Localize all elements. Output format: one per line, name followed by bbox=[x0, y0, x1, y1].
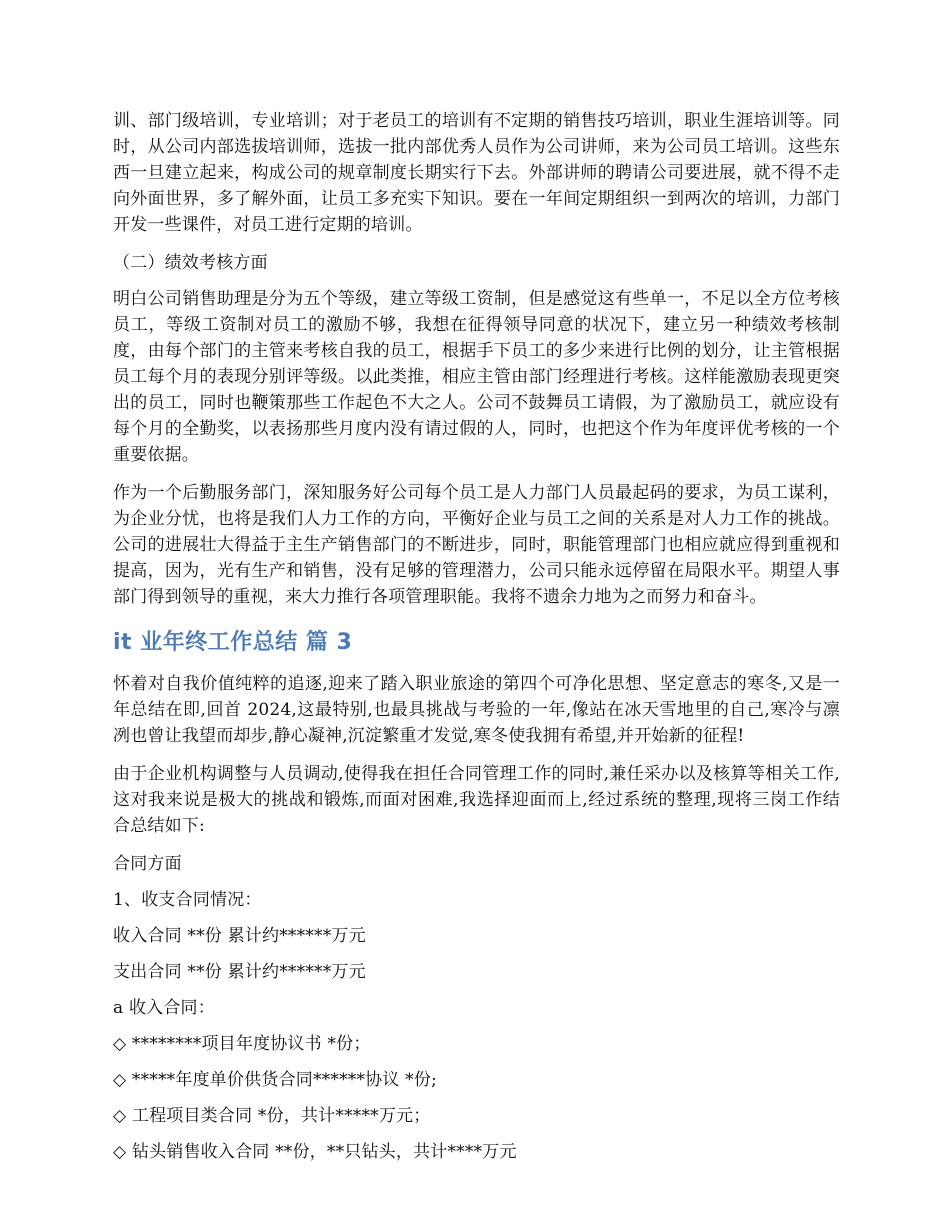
contract-item: ◇ 工程项目类合同 *份，共计*****万元； bbox=[113, 1106, 431, 1126]
income-contract-total: 收入合同 **份 累计约******万元 bbox=[113, 926, 366, 946]
contract-item: ◇ *****年度单价供货合同******协议 *份; bbox=[113, 1070, 438, 1090]
section-title-performance: （二）绩效考核方面 bbox=[113, 253, 268, 273]
section-heading: it 业年终工作总结 篇 3 bbox=[113, 630, 353, 655]
contract-section-title: 合同方面 bbox=[113, 854, 182, 874]
paragraph-summary: 由于企业机构调整与人员调动,使得我在担任合同管理工作的同时,兼任采办以及核算等相关工作,这对我来说是极大的挑战和锻炼,而面对困难,我选择迎面而上,经过系统的整理,现将三岗工作结合总结如下: bbox=[113, 764, 840, 836]
contract-status-title: 1、收支合同情况： bbox=[113, 890, 262, 910]
expense-contract-total: 支出合同 **份 累计约******万元 bbox=[113, 962, 366, 982]
paragraph-training: 训、部门级培训，专业培训；对于老员工的培训有不定期的销售技巧培训，职业生涯培训等。同时，从公司内部选拔培训师，选拔一批内部优秀人员作为公司讲师，来为公司员工培训。这些东西一旦建立起来，构成公司的规章制度长期实行下去。外部讲师的聘请公司要进展，就不得不走向外面世界，多了解外面，让员工多充实下知识。要在一年间定期组织一到两次的培训，力部门开发一些课件，对员工进行定期的培训。 bbox=[113, 111, 840, 235]
paragraph-intro: 怀着对自我价值纯粹的追逐,迎来了踏入职业旅途的第四个可净化思想、坚定意志的寒冬,又是一年总结在即,回首 2024,这最特别,也最具挑战与考验的一年,像站在冰天雪地里的自己,寒冷与凛冽也曾让我望而却步,静心凝神,沉淀繁重才发觉,寒冬使我拥有希望,并开始新的征程! bbox=[113, 674, 840, 746]
contract-item: ◇ ********项目年度协议书 *份； bbox=[113, 1034, 371, 1054]
document-page bbox=[113, 108, 840, 1175]
contract-item: ◇ 钻头销售收入合同 **份，**只钻头，共计****万元 bbox=[113, 1142, 517, 1162]
income-contract-label: a 收入合同： bbox=[113, 998, 215, 1018]
paragraph-service: 作为一个后勤服务部门，深知服务好公司每个员工是人力部门人员最起码的要求，为员工谋利，为企业分忧，也将是我们人力工作的方向，平衡好企业与员工之间的关系是对人力工作的挑战。公司的进展壮大得益于主生产销售部门的不断进步，同时，职能管理部门也相应就应得到重视和提高，因为，光有生产和销售，没有足够的管理潜力，公司只能永远停留在局限水平。期望人事部门得到领导的重视，来大力推行各项管理职能。我将不遗余力地为之而努力和奋斗。 bbox=[113, 483, 840, 607]
paragraph-performance: 明白公司销售助理是分为五个等级，建立等级工资制，但是感觉这有些单一，不足以全方位考核员工，等级工资制对员工的激励不够，我想在征得领导同意的状况下，建立另一种绩效考核制度，由每个部门的主管来考核自我的员工，根据手下员工的多少来进行比例的划分，让主管根据员工每个月的表现分别评等级。以此类推，相应主管由部门经理进行考核。这样能激励表现更突出的员工，同时也鞭策那些工作起色不大之人。公司不鼓舞员工请假，为了激励员工，就应设有每个月的全勤奖，以表扬那些月度内没有请过假的人，同时，也把这个作为年度评优考核的一个重要依据。 bbox=[113, 289, 840, 465]
